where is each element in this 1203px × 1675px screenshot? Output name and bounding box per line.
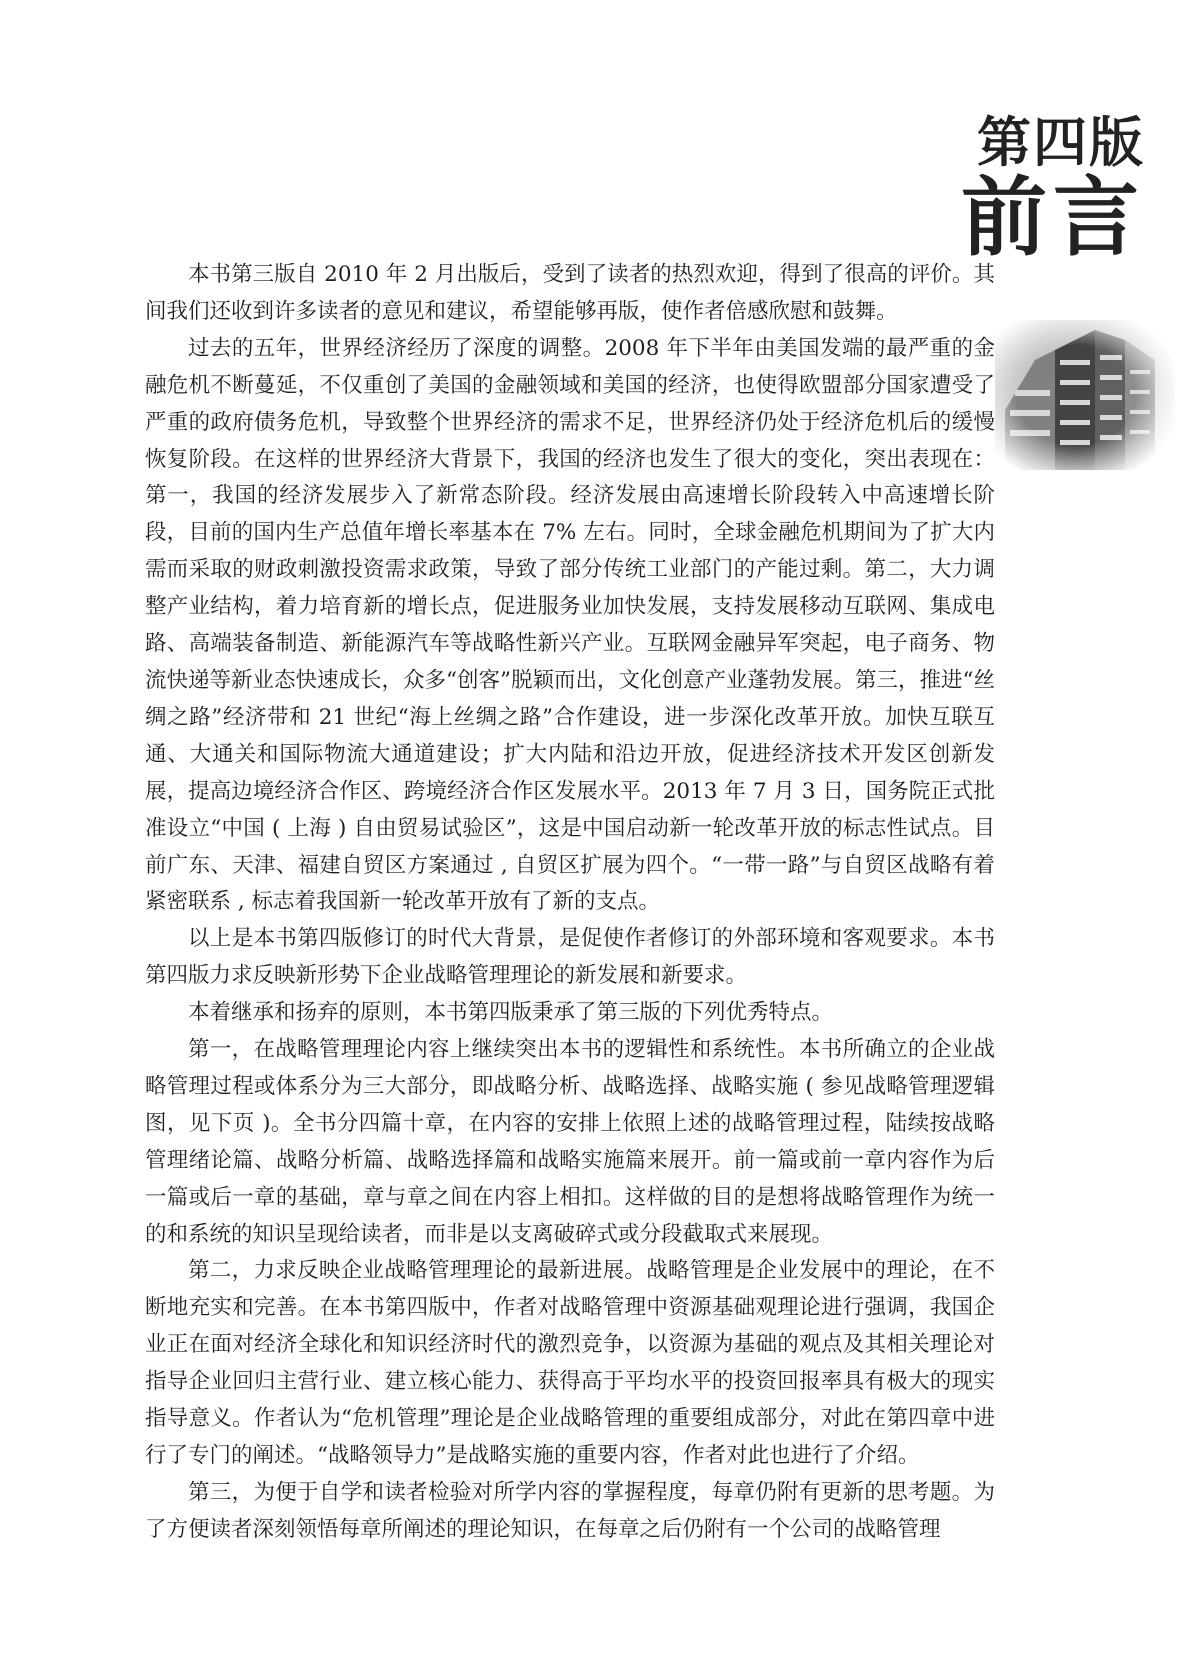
building-photo-icon: [995, 320, 1175, 470]
title-edition: 第四版: [977, 110, 1145, 174]
preface-body: [145, 257, 995, 1549]
title-preface: 前言: [961, 167, 1145, 268]
paragraph-2: 过去的五年，世界经济经历了深度的调整。2008 年下半年由美国发端的最严重的金融危机不断蔓延，不仅重创了美国的金融领域和美国的经济，也使得欧盟部分国家遭受了严重的政府债务危机，导致整个世界经济的需求不足，世界经济仍处于经济危机后的缓慢恢复阶段。在这样的世界经济大背景下，我国的经济也发生了很大的变化，突出表现在：第一，我国的经济发展步入了新常态阶段。经济发展由高速增长阶段转入中高速增长阶段，目前的国内生产总值年增长率基本在 7% 左右。同时，全球金融危机期间为了扩大内需而采取的财政刺激投资需求政策，导致了部分传统工业部门的产能过剩。第二，大力调整产业结构，着力培育新的增长点，促进服务业加快发展，支持发展移动互联网、集成电路、高端装备制造、新能源汽车等战略性新兴产业。互联网金融异军突起，电子商务、物流快递等新业态快速成长，众多“创客”脱颖而出，文化创意产业蓬勃发展。第三，推进“丝绸之路”经济带和 21 世纪“海上丝绸之路”合作建设，进一步深化改革开放。加快互联互通、大通关和国际物流大通道建设；扩大内陆和沿边开放，促进经济技术开发区创新发展，提高边境经济合作区、跨境经济合作区发展水平。2013 年 7 月 3 日，国务院正式批准设立“中国 ( 上海 ) 自由贸易试验区”，这是中国启动新一轮改革开放的标志性试点。目前广东、天津、福建自贸区方案通过 , 自贸区扩展为四个。“一带一路”与自贸区战略有着紧密联系 , 标志着我国新一轮改革开放有了新的支点。: [145, 335, 995, 915]
building-photo-decoration: [995, 320, 1175, 470]
paragraph-7: 第三，为便于自学和读者检验对所学内容的掌握程度，每章仍附有更新的思考题。为了方便读者深刻领悟每章所阐述的理论知识，在每章之后仍附有一个公司的战略管理: [145, 1479, 995, 1542]
paragraph-1: 本书第三版自 2010 年 2 月出版后，受到了读者的热烈欢迎，得到了很高的评价。其间我们还收到许多读者的意见和建议，希望能够再版，使作者倍感欣慰和鼓舞。: [145, 262, 995, 324]
paragraph-3: 以上是本书第四版修订的时代大背景，是促使作者修订的外部环境和客观要求。本书第四版力求反映新形势下企业战略管理理论的新发展和新要求。: [145, 926, 995, 989]
paragraph-5: 第一，在战略管理理论内容上继续突出本书的逻辑性和系统性。本书所确立的企业战略管理过程或体系分为三大部分，即战略分析、战略选择、战略实施 ( 参见战略管理逻辑图，见下页 )。全书分四篇十章，在内容的安排上依照上述的战略管理过程，陆续按战略管理绪论篇、战略分析篇、战略选择篇和战略实施篇来展开。前一篇或前一章内容作为后一篇或后一章的基础，章与章之间在内容上相扣。这样做的目的是想将战略管理作为统一的和系统的知识呈现给读者，而非是以支离破碎式或分段截取式来展现。: [145, 1037, 995, 1247]
paragraph-6: 第二，力求反映企业战略管理理论的最新进展。战略管理是企业发展中的理论，在不断地充实和完善。在本书第四版中，作者对战略管理中资源基础观理论进行强调，我国企业正在面对经济全球化和知识经济时代的激烈竞争，以资源为基础的观点及其相关理论对指导企业回归主营行业、建立核心能力、获得高于平均水平的投资回报率具有极大的现实指导意义。作者认为“危机管理”理论是企业战略管理的重要组成部分，对此在第四章中进行了专门的阐述。“战略领导力”是战略实施的重要内容，作者对此也进行了介绍。: [145, 1258, 995, 1468]
page-title: [961, 110, 1145, 268]
paragraph-4: 本着继承和扬弃的原则，本书第四版秉承了第三版的下列优秀特点。: [188, 1000, 834, 1026]
